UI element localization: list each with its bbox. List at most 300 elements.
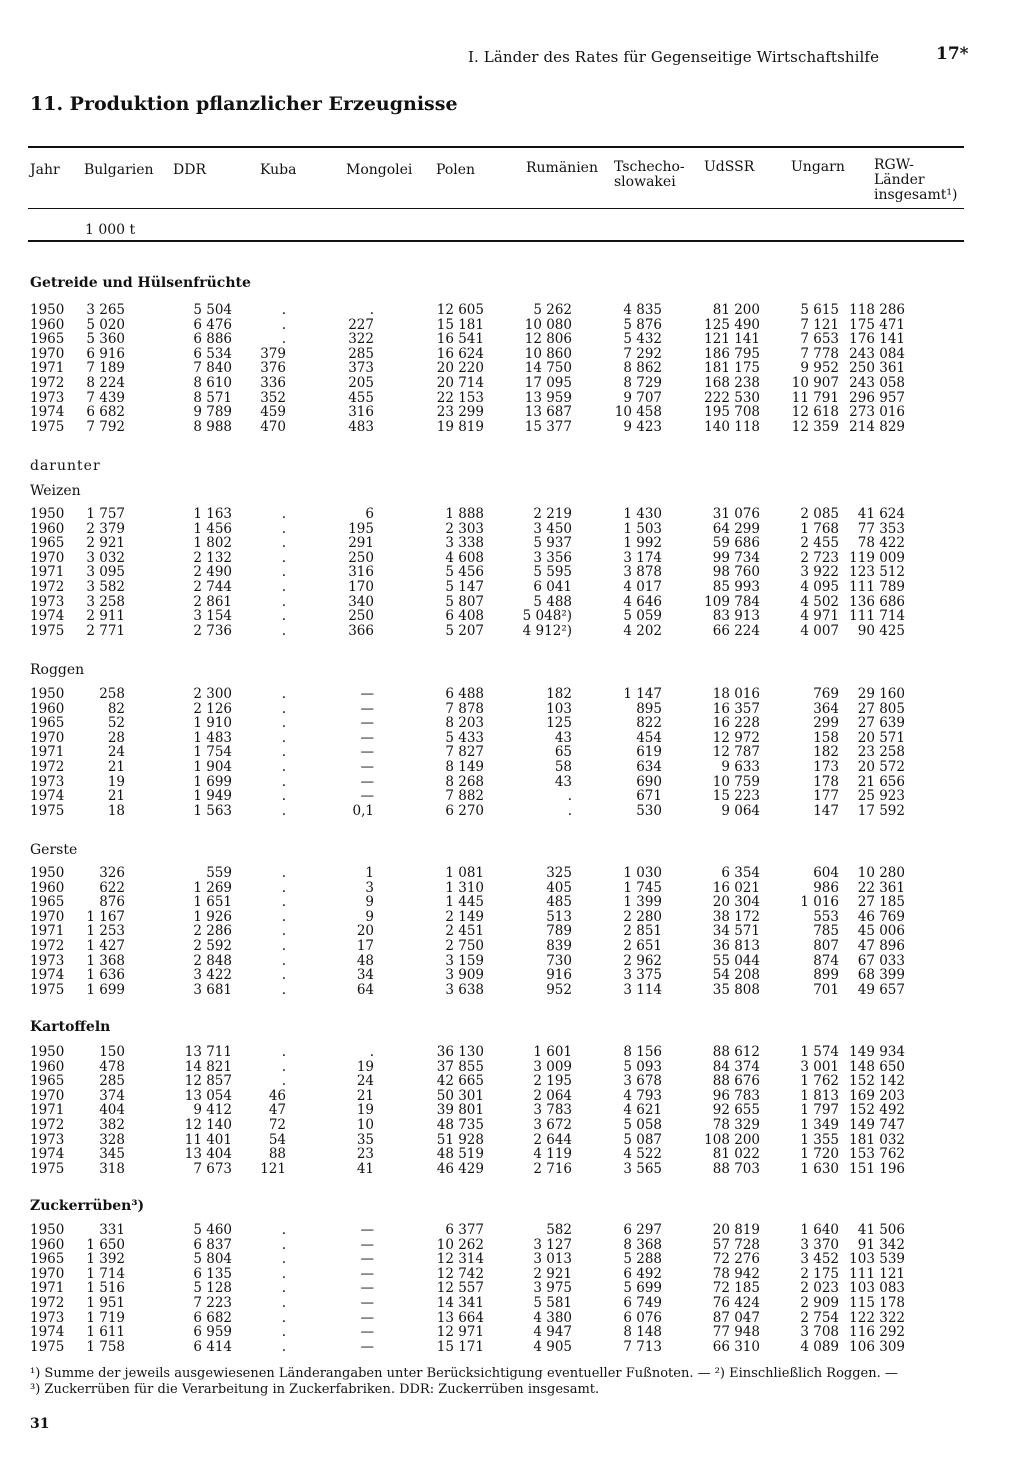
table-block-gerste (0, 866, 1024, 997)
cell-kuba: 376 (260, 360, 286, 377)
table-row (0, 565, 1024, 580)
cell-ddr: 6 682 (193, 1309, 232, 1326)
cell-rgw-insgesamt: 10 280 (857, 865, 905, 881)
table-row (0, 702, 1024, 717)
cell-rgw-insgesamt: 106 309 (849, 1338, 905, 1355)
cell-mongolei: — (360, 715, 374, 732)
cell-polen: 7 878 (445, 700, 484, 717)
cell-year: 1974 (30, 967, 65, 984)
cell-rumaenien: 325 (546, 865, 572, 881)
cell-kuba: . (281, 788, 286, 805)
cell-ddr: 2 300 (193, 686, 232, 702)
cell-ungarn: 3 922 (800, 564, 839, 581)
column-header-kuba: Kuba (260, 162, 297, 178)
cell-ungarn: 1 016 (800, 894, 839, 911)
cell-rgw-insgesamt: 115 178 (849, 1294, 905, 1311)
cell-kuba: . (281, 506, 286, 522)
table-row (0, 1296, 1024, 1311)
cell-polen: 22 153 (436, 389, 484, 406)
cell-rgw-insgesamt: 152 142 (849, 1073, 905, 1090)
cell-bulgarien: 7 439 (86, 389, 125, 406)
table-row (0, 522, 1024, 537)
cell-tschechoslowakei: 2 851 (623, 923, 662, 940)
cell-tschechoslowakei: 10 458 (614, 404, 662, 421)
cell-bulgarien: 2 921 (86, 535, 125, 552)
cell-tschechoslowakei: 6 076 (623, 1309, 662, 1326)
cell-rgw-insgesamt: 103 539 (849, 1251, 905, 1268)
top-rule (28, 146, 964, 148)
cell-ddr: 1 904 (193, 758, 232, 775)
cell-polen: 5 456 (445, 564, 484, 581)
cell-ungarn: 7 778 (800, 345, 839, 362)
cell-mongolei: — (360, 1338, 374, 1355)
cell-polen: 3 638 (445, 981, 484, 998)
section-title-darunter: darunter (30, 458, 101, 474)
cell-ungarn: 4 007 (800, 622, 839, 639)
cell-mongolei: 17 (356, 937, 374, 954)
cell-mongolei: — (360, 773, 374, 790)
cell-rgw-insgesamt: 111 121 (849, 1265, 905, 1282)
cell-rumaenien: 5 937 (533, 535, 572, 552)
cell-ungarn: 9 952 (800, 360, 839, 377)
column-header-bulgarien: Bulgarien (84, 162, 154, 178)
cell-kuba: . (281, 564, 286, 581)
cell-rumaenien: 125 (546, 715, 572, 732)
cell-year: 1971 (30, 923, 65, 940)
cell-ungarn: 986 (813, 879, 839, 896)
cell-tschechoslowakei: 5 093 (623, 1058, 662, 1075)
cell-tschechoslowakei: 8 156 (623, 1044, 662, 1060)
table-row (0, 405, 1024, 420)
cell-tschechoslowakei: 8 368 (623, 1236, 662, 1253)
cell-year: 1973 (30, 593, 65, 610)
cell-year: 1950 (30, 865, 65, 881)
page-number-bottom: 31 (30, 1416, 50, 1432)
cell-rgw-insgesamt: 77 353 (857, 520, 905, 537)
cell-polen: 12 971 (436, 1324, 484, 1341)
table-title: 11. Produktion pflanzlicher Erzeugnisse (30, 93, 458, 115)
cell-ddr: 3 154 (193, 608, 232, 625)
page-number-top: 17* (936, 44, 969, 64)
cell-bulgarien: 478 (99, 1058, 125, 1075)
cell-udssr: 77 948 (712, 1324, 760, 1341)
cell-tschechoslowakei: 9 707 (623, 389, 662, 406)
table-block-getreide (0, 303, 1024, 434)
cell-rumaenien: 5 488 (533, 593, 572, 610)
cell-ungarn: 12 359 (791, 418, 839, 435)
cell-mongolei: 340 (348, 593, 374, 610)
cell-tschechoslowakei: 5 876 (623, 316, 662, 333)
cell-ddr: 6 476 (193, 316, 232, 333)
cell-rgw-insgesamt: 41 506 (857, 1222, 905, 1238)
cell-tschechoslowakei: 1 430 (623, 506, 662, 522)
cell-bulgarien: 382 (99, 1116, 125, 1133)
cell-ungarn: 2 754 (800, 1309, 839, 1326)
table-row (0, 1281, 1024, 1296)
cell-kuba: . (281, 316, 286, 333)
cell-tschechoslowakei: 5 059 (623, 608, 662, 625)
cell-rumaenien: 3 672 (533, 1116, 572, 1133)
cell-kuba: 459 (260, 404, 286, 421)
cell-year: 1970 (30, 1087, 65, 1104)
cell-kuba: 336 (260, 374, 286, 391)
cell-mongolei: 170 (348, 578, 374, 595)
cell-polen: 2 303 (445, 520, 484, 537)
cell-bulgarien: 24 (107, 744, 125, 761)
cell-polen: 13 664 (436, 1309, 484, 1326)
cell-year: 1971 (30, 1102, 65, 1119)
table-row (0, 347, 1024, 362)
cell-ddr: 5 804 (193, 1251, 232, 1268)
table-row (0, 1162, 1024, 1177)
cell-polen: 20 714 (436, 374, 484, 391)
cell-ungarn: 182 (813, 744, 839, 761)
cell-rumaenien: 2 195 (533, 1073, 572, 1090)
cell-year: 1965 (30, 331, 65, 348)
cell-udssr: 88 612 (712, 1044, 760, 1060)
cell-bulgarien: 1 714 (86, 1265, 125, 1282)
cell-rumaenien: 43 (554, 729, 572, 746)
cell-polen: 12 605 (436, 302, 484, 318)
cell-polen: 1 888 (445, 506, 484, 522)
cell-ungarn: 899 (813, 967, 839, 984)
table-block-weizen (0, 507, 1024, 638)
cell-mongolei: — (360, 1280, 374, 1297)
cell-polen: 12 314 (436, 1251, 484, 1268)
cell-year: 1971 (30, 360, 65, 377)
cell-udssr: 38 172 (712, 908, 760, 925)
cell-rgw-insgesamt: 181 032 (849, 1131, 905, 1148)
cell-bulgarien: 1 636 (86, 967, 125, 984)
cell-ungarn: 364 (813, 700, 839, 717)
cell-polen: 20 220 (436, 360, 484, 377)
cell-mongolei: 6 (365, 506, 374, 522)
cell-ddr: 1 163 (193, 506, 232, 522)
cell-udssr: 76 424 (712, 1294, 760, 1311)
cell-ungarn: 1 813 (800, 1087, 839, 1104)
cell-bulgarien: 345 (99, 1146, 125, 1163)
cell-udssr: 96 783 (712, 1087, 760, 1104)
cell-kuba: . (281, 879, 286, 896)
cell-polen: 2 750 (445, 937, 484, 954)
cell-polen: 14 341 (436, 1294, 484, 1311)
cell-bulgarien: 150 (99, 1044, 125, 1060)
cell-polen: 15 181 (436, 316, 484, 333)
cell-mongolei: . (369, 1044, 374, 1060)
cell-bulgarien: 21 (107, 758, 125, 775)
cell-ungarn: 7 653 (800, 331, 839, 348)
table-row (0, 361, 1024, 376)
cell-ungarn: 3 708 (800, 1324, 839, 1341)
cell-kuba: . (281, 1338, 286, 1355)
cell-ddr: 1 699 (193, 773, 232, 790)
cell-ddr: 2 592 (193, 937, 232, 954)
table-row (0, 1074, 1024, 1089)
cell-udssr: 31 076 (712, 506, 760, 522)
cell-rumaenien: 789 (546, 923, 572, 940)
table-row (0, 716, 1024, 731)
cell-year: 1970 (30, 549, 65, 566)
cell-kuba: . (281, 331, 286, 348)
cell-rgw-insgesamt: 111 789 (849, 578, 905, 595)
cell-kuba: . (281, 578, 286, 595)
section-title-getreide: Getreide und Hülsenfrüchte (30, 275, 251, 291)
cell-kuba: . (281, 802, 286, 819)
cell-ddr: 6 837 (193, 1236, 232, 1253)
cell-bulgarien: 52 (107, 715, 125, 732)
cell-ungarn: 2 023 (800, 1280, 839, 1297)
cell-tschechoslowakei: 1 030 (623, 865, 662, 881)
cell-ungarn: 2 723 (800, 549, 839, 566)
cell-tschechoslowakei: 3 678 (623, 1073, 662, 1090)
cell-rumaenien: 3 013 (533, 1251, 572, 1268)
cell-rgw-insgesamt: 29 160 (857, 686, 905, 702)
cell-rumaenien: 3 356 (533, 549, 572, 566)
cell-rumaenien: 182 (546, 686, 572, 702)
cell-rumaenien: 485 (546, 894, 572, 911)
cell-bulgarien: 318 (99, 1160, 125, 1177)
cell-mongolei: 373 (348, 360, 374, 377)
cell-polen: 12 557 (436, 1280, 484, 1297)
table-row (0, 910, 1024, 925)
cell-rgw-insgesamt: 17 592 (857, 802, 905, 819)
cell-year: 1965 (30, 715, 65, 732)
cell-rgw-insgesamt: 46 769 (857, 908, 905, 925)
cell-year: 1965 (30, 894, 65, 911)
cell-rumaenien: 58 (554, 758, 572, 775)
cell-mongolei: 0,1 (352, 802, 374, 819)
cell-year: 1974 (30, 1324, 65, 1341)
cell-rumaenien: 13 687 (524, 404, 572, 421)
cell-tschechoslowakei: 690 (636, 773, 662, 790)
cell-bulgarien: 285 (99, 1073, 125, 1090)
table-row (0, 595, 1024, 610)
cell-udssr: 72 276 (712, 1251, 760, 1268)
cell-udssr: 181 175 (704, 360, 760, 377)
cell-kuba: . (281, 686, 286, 702)
cell-tschechoslowakei: 1 399 (623, 894, 662, 911)
cell-ddr: 7 223 (193, 1294, 232, 1311)
cell-rumaenien: 5 581 (533, 1294, 572, 1311)
cell-ungarn: 769 (813, 686, 839, 702)
cell-rgw-insgesamt: 136 686 (849, 593, 905, 610)
cell-kuba: . (281, 608, 286, 625)
column-header-rgw-3: insgesamt¹) (874, 187, 958, 203)
cell-rgw-insgesamt: 47 896 (857, 937, 905, 954)
table-row (0, 1045, 1024, 1060)
cell-mongolei: 34 (356, 967, 374, 984)
cell-udssr: 121 141 (704, 331, 760, 348)
cell-udssr: 9 633 (721, 758, 760, 775)
cell-kuba: . (281, 1073, 286, 1090)
cell-polen: 8 149 (445, 758, 484, 775)
cell-tschechoslowakei: 3 878 (623, 564, 662, 581)
cell-tschechoslowakei: 5 288 (623, 1251, 662, 1268)
cell-tschechoslowakei: 530 (636, 802, 662, 819)
cell-polen: 5 207 (445, 622, 484, 639)
cell-rumaenien: 43 (554, 773, 572, 790)
cell-kuba: . (281, 1280, 286, 1297)
cell-bulgarien: 2 911 (86, 608, 125, 625)
cell-rumaenien: 730 (546, 952, 572, 969)
cell-year: 1950 (30, 1222, 65, 1238)
cell-rgw-insgesamt: 116 292 (849, 1324, 905, 1341)
table-row (0, 1238, 1024, 1253)
cell-year: 1960 (30, 1058, 65, 1075)
cell-ungarn: 1 797 (800, 1102, 839, 1119)
cell-mongolei: 21 (356, 1087, 374, 1104)
cell-mongolei: 366 (348, 622, 374, 639)
cell-rumaenien: 5 262 (533, 302, 572, 318)
cell-year: 1971 (30, 744, 65, 761)
cell-tschechoslowakei: 1 503 (623, 520, 662, 537)
column-header-tschechoslowakei-1: Tschecho- (614, 159, 685, 175)
cell-rgw-insgesamt: 67 033 (857, 952, 905, 969)
cell-rumaenien: 103 (546, 700, 572, 717)
cell-rgw-insgesamt: 27 805 (857, 700, 905, 717)
cell-rgw-insgesamt: 148 650 (849, 1058, 905, 1075)
cell-mongolei: 291 (348, 535, 374, 552)
cell-rgw-insgesamt: 22 361 (857, 879, 905, 896)
cell-polen: 37 855 (436, 1058, 484, 1075)
cell-polen: 16 541 (436, 331, 484, 348)
cell-kuba: 88 (268, 1146, 286, 1163)
cell-udssr: 66 310 (712, 1338, 760, 1355)
cell-udssr: 20 304 (712, 894, 760, 911)
table-row (0, 866, 1024, 881)
table-row (0, 954, 1024, 969)
cell-rgw-insgesamt: 119 009 (849, 549, 905, 566)
cell-mongolei: — (360, 788, 374, 805)
cell-kuba: . (281, 908, 286, 925)
cell-mongolei: 9 (365, 894, 374, 911)
cell-year: 1965 (30, 1073, 65, 1090)
cell-ddr: 1 269 (193, 879, 232, 896)
cell-ddr: 1 910 (193, 715, 232, 732)
cell-rgw-insgesamt: 103 083 (849, 1280, 905, 1297)
cell-kuba: 72 (268, 1116, 286, 1133)
cell-bulgarien: 1 699 (86, 981, 125, 998)
cell-kuba: . (281, 715, 286, 732)
cell-year: 1974 (30, 1146, 65, 1163)
table-row (0, 391, 1024, 406)
cell-rgw-insgesamt: 149 747 (849, 1116, 905, 1133)
cell-year: 1965 (30, 1251, 65, 1268)
cell-mongolei: — (360, 1265, 374, 1282)
cell-udssr: 78 329 (712, 1116, 760, 1133)
cell-year: 1970 (30, 345, 65, 362)
cell-year: 1972 (30, 758, 65, 775)
cell-bulgarien: 28 (107, 729, 125, 746)
cell-bulgarien: 1 516 (86, 1280, 125, 1297)
cell-tschechoslowakei: 8 148 (623, 1324, 662, 1341)
cell-bulgarien: 7 792 (86, 418, 125, 435)
cell-mongolei: 285 (348, 345, 374, 362)
cell-polen: 36 130 (436, 1044, 484, 1060)
cell-polen: 6 377 (445, 1222, 484, 1238)
cell-year: 1973 (30, 389, 65, 406)
cell-ungarn: 4 089 (800, 1338, 839, 1355)
section-subtitle-weizen: Weizen (30, 483, 81, 499)
cell-rgw-insgesamt: 296 957 (849, 389, 905, 406)
cell-ungarn: 3 370 (800, 1236, 839, 1253)
cell-year: 1973 (30, 952, 65, 969)
cell-udssr: 57 728 (712, 1236, 760, 1253)
cell-rumaenien: 3 450 (533, 520, 572, 537)
cell-year: 1950 (30, 686, 65, 702)
cell-bulgarien: 374 (99, 1087, 125, 1104)
table-row (0, 1060, 1024, 1075)
cell-polen: 23 299 (436, 404, 484, 421)
cell-rgw-insgesamt: 214 829 (849, 418, 905, 435)
cell-kuba: . (281, 535, 286, 552)
table-row (0, 1147, 1024, 1162)
cell-ddr: 6 886 (193, 331, 232, 348)
cell-year: 1960 (30, 879, 65, 896)
section-title-roggen: Roggen (30, 662, 85, 678)
cell-ddr: 9 789 (193, 404, 232, 421)
column-header-rumaenien: Rumänien (526, 160, 598, 176)
cell-udssr: 84 374 (712, 1058, 760, 1075)
cell-mongolei: 316 (348, 564, 374, 581)
column-header-jahr: Jahr (30, 162, 60, 178)
cell-year: 1972 (30, 1116, 65, 1133)
cell-tschechoslowakei: 2 280 (623, 908, 662, 925)
cell-udssr: 83 913 (712, 608, 760, 625)
cell-rumaenien: 1 601 (533, 1044, 572, 1060)
cell-ungarn: 178 (813, 773, 839, 790)
table-row (0, 420, 1024, 435)
cell-ddr: 2 126 (193, 700, 232, 717)
cell-ungarn: 874 (813, 952, 839, 969)
cell-mongolei: 19 (356, 1102, 374, 1119)
cell-udssr: 59 686 (712, 535, 760, 552)
cell-ddr: 14 821 (184, 1058, 232, 1075)
cell-udssr: 81 200 (712, 302, 760, 318)
cell-tschechoslowakei: 6 749 (623, 1294, 662, 1311)
column-header-ungarn: Ungarn (791, 159, 845, 175)
table-row (0, 939, 1024, 954)
cell-year: 1975 (30, 622, 65, 639)
cell-year: 1971 (30, 1280, 65, 1297)
cell-ungarn: 2 175 (800, 1265, 839, 1282)
cell-year: 1970 (30, 729, 65, 746)
cell-ddr: 11 401 (184, 1131, 232, 1148)
cell-ddr: 9 412 (193, 1102, 232, 1119)
cell-rumaenien: 6 041 (533, 578, 572, 595)
cell-ddr: 6 534 (193, 345, 232, 362)
cell-ddr: 8 571 (193, 389, 232, 406)
cell-kuba: . (281, 923, 286, 940)
cell-mongolei: — (360, 1222, 374, 1238)
cell-tschechoslowakei: 3 565 (623, 1160, 662, 1177)
cell-rgw-insgesamt: 25 923 (857, 788, 905, 805)
cell-tschechoslowakei: 1 745 (623, 879, 662, 896)
cell-rgw-insgesamt: 27 639 (857, 715, 905, 732)
cell-year: 1973 (30, 1131, 65, 1148)
cell-kuba: . (281, 865, 286, 881)
cell-year: 1974 (30, 788, 65, 805)
cell-rgw-insgesamt: 273 016 (849, 404, 905, 421)
table-row (0, 609, 1024, 624)
cell-ddr: 2 861 (193, 593, 232, 610)
cell-bulgarien: 7 189 (86, 360, 125, 377)
cell-rgw-insgesamt: 250 361 (849, 360, 905, 377)
cell-kuba: . (281, 549, 286, 566)
cell-rumaenien: 12 806 (524, 331, 572, 348)
table-row (0, 1223, 1024, 1238)
cell-polen: 39 801 (436, 1102, 484, 1119)
